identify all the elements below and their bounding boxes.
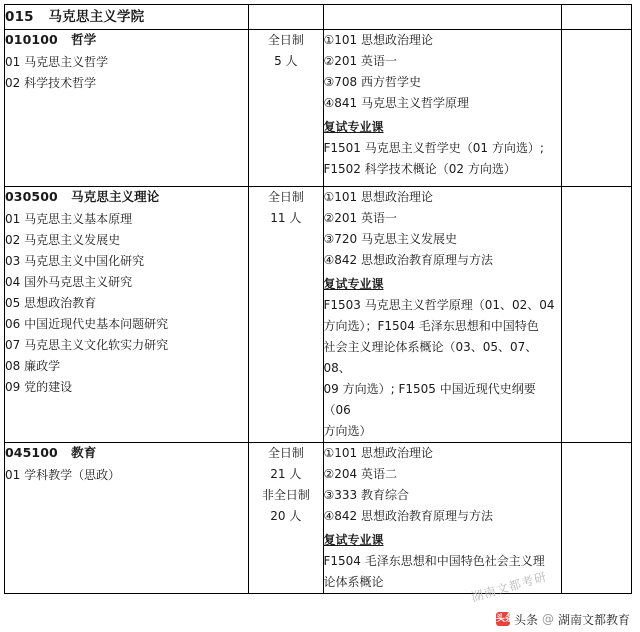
retest-subject: 09 方向选）; F1505 中国近现代史纲要（06 bbox=[323, 382, 536, 417]
remarks-cell bbox=[561, 443, 631, 594]
enrollment-cell bbox=[249, 30, 323, 187]
enrollment-line: 5 人 bbox=[274, 54, 298, 68]
exam-subject: ③720 马克思主义发展史 bbox=[323, 232, 457, 246]
enrollment-cell bbox=[249, 443, 323, 594]
major-heading bbox=[5, 443, 248, 461]
table-row bbox=[5, 30, 632, 187]
admissions-catalog-table bbox=[4, 4, 632, 594]
institute-code: 015 bbox=[5, 9, 34, 25]
enrollment-line: 全日制 bbox=[267, 446, 304, 460]
major-code: 045100 bbox=[5, 445, 58, 460]
retest-subjects-title: 复试专业课 bbox=[323, 120, 384, 134]
major-name: 教育 bbox=[71, 445, 97, 460]
retest-subjects-title: 复试专业课 bbox=[323, 277, 384, 291]
watermark-text: 湖南文都考研 bbox=[469, 569, 549, 605]
major-code: 010100 bbox=[5, 32, 58, 47]
major-heading bbox=[5, 187, 248, 205]
major-direction: 01 马克思主义基本原理 bbox=[5, 212, 133, 226]
exam-subject: ①101 思想政治理论 bbox=[323, 190, 433, 204]
retest-subjects-title: 复试专业课 bbox=[323, 533, 384, 547]
platform-name: 头条 bbox=[513, 612, 538, 627]
enrollment-line: 21 人 bbox=[270, 467, 302, 481]
exam-subject: ③708 西方哲学史 bbox=[323, 75, 421, 89]
major-name: 马克思主义理论 bbox=[71, 189, 160, 204]
major-cell bbox=[5, 187, 249, 443]
major-cell bbox=[5, 443, 249, 594]
major-direction: 09 党的建设 bbox=[5, 380, 73, 394]
remarks-cell bbox=[561, 187, 631, 443]
enrollment-line: 全日制 bbox=[267, 190, 304, 204]
exam-subject: ②201 英语一 bbox=[323, 54, 397, 68]
enrollment-line: 20 人 bbox=[270, 509, 302, 523]
major-cell bbox=[5, 30, 249, 187]
major-direction: 01 马克思主义哲学 bbox=[5, 55, 109, 69]
exam-subject: ②201 英语一 bbox=[323, 211, 397, 225]
exam-subjects-cell bbox=[323, 30, 561, 187]
exam-subject: ④842 思想政治教育原理与方法 bbox=[323, 253, 493, 267]
exam-subjects-cell bbox=[323, 443, 561, 594]
table-row bbox=[5, 187, 632, 443]
footer-bar bbox=[0, 606, 640, 632]
retest-subject: 社会主义理论体系概论（03、05、07、08、 bbox=[323, 340, 538, 375]
institute-name: 马克思主义学院 bbox=[48, 9, 145, 25]
enrollment-cell bbox=[249, 187, 323, 443]
major-direction: 02 科学技术哲学 bbox=[5, 76, 97, 90]
table-row-institute-header bbox=[5, 5, 632, 30]
exam-subject: ②204 英语二 bbox=[323, 467, 397, 481]
retest-subject: F1501 马克思主义哲学史（01 方向选）; bbox=[323, 141, 544, 155]
exam-subject: ④841 马克思主义哲学原理 bbox=[323, 96, 469, 110]
institute-enrollment-cell bbox=[249, 5, 323, 30]
retest-subject: F1504 毛泽东思想和中国特色社会主义理 bbox=[323, 554, 545, 568]
enrollment-line: 非全日制 bbox=[261, 488, 310, 502]
major-heading bbox=[5, 30, 248, 48]
major-direction: 01 学科教学（思政） bbox=[5, 468, 121, 482]
major-direction: 03 马克思主义中国化研究 bbox=[5, 254, 145, 268]
institute-subjects-cell bbox=[323, 5, 561, 30]
retest-subject: 论体系概论 bbox=[323, 575, 384, 589]
major-direction: 02 马克思主义发展史 bbox=[5, 233, 121, 247]
exam-subjects-cell bbox=[323, 187, 561, 443]
institute-title-cell bbox=[5, 5, 249, 30]
toutiao-logo-icon: 头条 bbox=[495, 614, 514, 624]
retest-subject: 方向选）；F1504 毛泽东思想和中国特色 bbox=[323, 319, 539, 333]
platform-attribution bbox=[496, 611, 630, 628]
remarks-cell bbox=[561, 30, 631, 187]
retest-subject: F1503 马克思主义哲学原理（01、02、04 bbox=[323, 298, 555, 312]
exam-subject: ④842 思想政治教育原理与方法 bbox=[323, 509, 493, 523]
major-direction: 07 马克思主义文化软实力研究 bbox=[5, 338, 169, 352]
major-direction: 04 国外马克思主义研究 bbox=[5, 275, 133, 289]
exam-subject: ①101 思想政治理论 bbox=[323, 446, 433, 460]
retest-subject: 方向选） bbox=[323, 424, 372, 438]
major-code: 030500 bbox=[5, 189, 58, 204]
enrollment-line: 11 人 bbox=[270, 211, 302, 225]
major-direction: 06 中国近现代史基本问题研究 bbox=[5, 317, 169, 331]
exam-subject: ①101 思想政治理论 bbox=[323, 33, 433, 47]
at-separator: @ bbox=[541, 612, 554, 626]
account-name: 湖南文都教育 bbox=[557, 612, 630, 627]
major-name: 哲学 bbox=[71, 32, 97, 47]
institute-remarks-cell bbox=[561, 5, 631, 30]
major-direction: 05 思想政治教育 bbox=[5, 296, 97, 310]
enrollment-line: 全日制 bbox=[267, 33, 304, 47]
exam-subject: ③333 教育综合 bbox=[323, 488, 409, 502]
retest-subject: F1502 科学技术概论（02 方向选） bbox=[323, 162, 516, 176]
major-direction: 08 廉政学 bbox=[5, 359, 61, 373]
